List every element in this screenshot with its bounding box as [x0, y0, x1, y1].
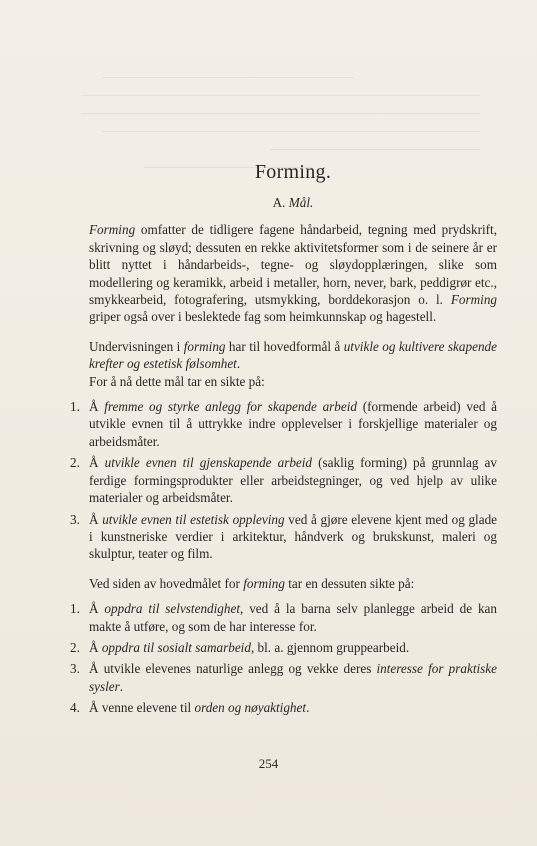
item-text: Å utvikle elevenes naturlige anlegg og vekke deres: [89, 661, 377, 677]
item-text: ved å gjøre elevene kjent med og glade i kunstneriske verdier i arkitektur, håndverk og brukskunst, maleri og skulptur, teater og film.: [89, 511, 498, 562]
document-body: [70, 160, 498, 721]
lead-text-1: Ved siden av hovedmålet for: [89, 575, 244, 591]
item-emphasis: utvikle evnen til gjenskapende arbeid: [104, 455, 313, 471]
item-emphasis: oppdra til sosialt samarbeid: [101, 639, 251, 655]
secondary-aims-list: [70, 600, 497, 716]
intro-paragraph: [89, 221, 497, 325]
item-text: Å: [89, 601, 105, 617]
item-text: Å: [89, 399, 105, 415]
list-item: [70, 398, 498, 450]
item-text: (saklig forming) på grunnlag av ferdige formingsprodukter eller arbeidstegninger, og ved hjelp av ulike materialer og arbeidsmåter.: [89, 455, 497, 506]
main-goal-paragraph: [89, 338, 497, 373]
goal-text-2: har til hovedformål å: [225, 338, 344, 354]
page-number: 254: [258, 756, 279, 771]
secondary-aims-lead-in: [89, 575, 497, 592]
list-item: [70, 639, 497, 656]
goal-text-1: Undervisningen i: [89, 338, 184, 354]
list-item: [70, 511, 498, 563]
list-item: [70, 660, 497, 695]
list-number: 3.: [70, 511, 80, 527]
goal-text-3: .: [236, 356, 241, 372]
section-letter: A.: [272, 195, 286, 210]
item-text: Å: [89, 639, 102, 655]
intro-term-1: Forming: [89, 222, 136, 238]
item-text: .: [306, 700, 310, 716]
item-text: Å venne elevene til: [89, 700, 195, 716]
item-emphasis: fremme og styrke anlegg for skapende arbeid: [104, 399, 358, 415]
item-text: , ved å la barna selv planlegge arbeid de kan makte å utføre, og som de har interesse for.: [89, 601, 497, 634]
page-heading: Forming.: [254, 161, 332, 183]
list-number: 2.: [70, 455, 80, 471]
aims-list: [70, 398, 498, 563]
item-emphasis: orden og nøyaktighet: [194, 700, 307, 716]
intro-text-1: omfatter de tidligere fagene håndarbeid, tegning med prydskrift, skrivning og sløyd; dessuten en rekke aktivitetsformer som i de seinere år er blitt nyttet i håndarbeids-, tegne- og sløydopplæringen, slike som modellering og keramikk, arbeid i metaller, horn, never, bark, peddigrør etc., smykkearbeid, fotografering, utsmykking, borddekorasjon o. l.: [89, 222, 497, 308]
aims-lead-in: For å nå dette mål tar en sikte på:: [89, 373, 265, 389]
item-emphasis: oppdra til selvstendighet: [104, 601, 241, 617]
lead-text-2: tar en dessuten sikte på:: [284, 575, 415, 591]
goal-term-2: utvikle og kultivere skapende krefter og estetisk følsomhet: [89, 338, 497, 372]
list-number: 4.: [70, 700, 80, 716]
list-item: [70, 600, 497, 635]
goal-term-1: forming: [183, 338, 226, 354]
item-emphasis: utvikle evnen til estetisk oppleving: [102, 511, 285, 527]
item-text: Å: [89, 511, 103, 527]
list-number: 1.: [70, 601, 80, 617]
list-number: 3.: [70, 661, 80, 677]
item-text: .: [119, 678, 124, 694]
list-item: [70, 699, 497, 716]
item-text: (formende arbeid) ved å utvikle evnen til å uttrykke indre opplevelser i forskjellige materialer og arbeidsmåter.: [89, 399, 498, 449]
intro-term-2: Forming: [450, 292, 497, 308]
item-text: , bl. a. gjennom gruppearbeid.: [250, 639, 410, 655]
list-number: 2.: [70, 639, 80, 655]
list-item: [70, 454, 497, 506]
lead-term: forming: [243, 575, 285, 591]
item-text: Å: [89, 455, 105, 471]
list-number: 1.: [70, 399, 80, 415]
section-subheading: [89, 194, 497, 211]
intro-text-2: griper også over i beslektede fag som heimkunnskap og hagestell.: [89, 309, 437, 325]
section-title: Mål.: [288, 195, 314, 210]
item-emphasis: interesse for praktiske sysler: [89, 661, 497, 694]
